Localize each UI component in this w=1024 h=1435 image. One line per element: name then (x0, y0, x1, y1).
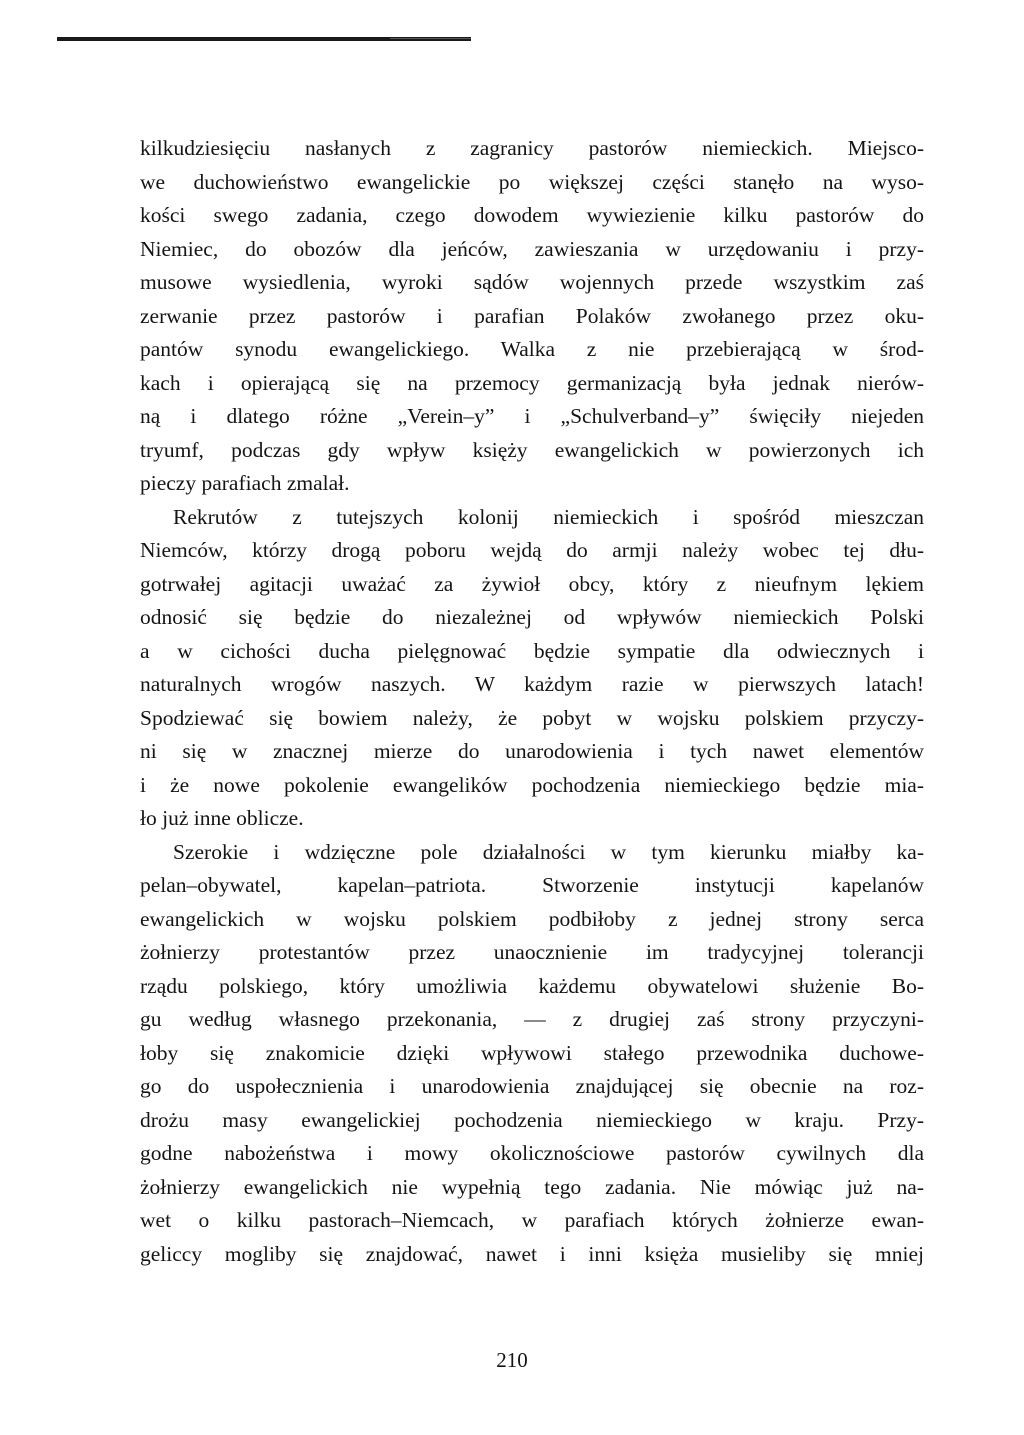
text-line: żołnierzy protestantów przez unaocznienie im tradycyjnej tolerancji (140, 940, 924, 964)
text-line: ną i dlatego różne „Verein–y” i „Schulverband–y” święciły niejeden (140, 404, 924, 428)
paragraph-1 (140, 132, 924, 501)
text-line: łoby się znakomicie dzięki wpływowi stałego przewodnika duchowe- (140, 1040, 924, 1065)
body-text (140, 132, 924, 1271)
text-line: gotrwałej agitacji uważać za żywioł obcy, który z nieufnym lękiem (140, 571, 924, 596)
text-line: kach i opierającą się na przemocy germanizacją była jednak nierów- (140, 370, 924, 395)
text-line: Spodziewać się bowiem należy, że pobyt w wojsku polskiem przyczy- (140, 705, 924, 730)
paragraph-3 (140, 836, 924, 1272)
text-line: godne nabożeństwa i mowy okolicznościowe pastorów cywilnych dla (140, 1141, 924, 1165)
text-line: rządu polskiego, który umożliwia każdemu obywatelowi służenie Bo- (140, 973, 924, 998)
text-line: i że nowe pokolenie ewangelików pochodzenia niemieckiego będzie mia- (140, 772, 924, 797)
text-line: ewangelickich w wojsku polskiem podbiłoby z jednej strony serca (140, 906, 924, 931)
text-line: a w cichości ducha pielęgnować będzie sympatie dla odwiecznych i (140, 638, 924, 663)
text-line: Niemiec, do obozów dla jeńców, zawieszania w urzędowaniu i przy- (140, 236, 924, 261)
text-line: drożu masy ewangelickiej pochodzenia niemieckiego w kraju. Przy- (140, 1107, 924, 1132)
text-line: kilkudziesięciu nasłanych z zagranicy pastorów niemieckich. Miejsco- (140, 136, 924, 160)
text-line: żołnierzy ewangelickich nie wypełnią tego zadania. Nie mówiąc już na- (140, 1174, 924, 1199)
text-line: geliccy mogliby się znajdować, nawet i inni księża musieliby się mniej (140, 1241, 924, 1266)
page-number: 210 (496, 1348, 528, 1372)
text-line: go do uspołecznienia i unarodowienia znajdującej się obecnie na roz- (140, 1074, 924, 1098)
text-line: naturalnych wrogów naszych. W każdym razie w pierwszych latach! (140, 672, 924, 696)
text-line: pelan–obywatel, kapelan–patriota. Stworzenie instytucji kapelanów (140, 873, 924, 897)
text-line: Rekrutów z tutejszych kolonij niemieckich i spośród mieszczan (173, 504, 924, 529)
text-line: zerwanie przez pastorów i parafian Polaków zwołanego przez oku- (140, 303, 924, 328)
top-rule-shadow (390, 38, 471, 39)
text-line: gu według własnego przekonania, — z drugiej zaś strony przyczyni- (140, 1007, 924, 1031)
text-line: pieczy parafiach zmalał. (140, 471, 350, 495)
text-line: kości swego zadania, czego dowodem wywiezienie kilku pastorów do (140, 203, 924, 227)
text-line: ło już inne oblicze. (140, 806, 304, 830)
text-line: we duchowieństwo ewangelickie po większej części stanęło na wyso- (140, 169, 924, 194)
text-line: Niemców, którzy drogą poboru wejdą do armji należy wobec tej dłu- (140, 538, 924, 562)
text-line: musowe wysiedlenia, wyroki sądów wojennych przede wszystkim zaś (140, 270, 924, 294)
paragraph-2 (140, 501, 924, 836)
text-line: odnosić się będzie do niezależnej od wpływów niemieckich Polski (140, 605, 924, 629)
text-line: tryumf, podczas gdy wpływ księży ewangelickich w powierzonych ich (140, 437, 924, 462)
text-line: ni się w znacznej mierze do unarodowienia i tych nawet elementów (140, 739, 924, 763)
text-line: pantów synodu ewangelickiego. Walka z nie przebierającą w środ- (140, 337, 924, 361)
text-line: Szerokie i wdzięczne pole działalności w tym kierunku miałby ka- (173, 839, 924, 864)
text-line: wet o kilku pastorach–Niemcach, w parafiach których żołnierze ewan- (140, 1208, 924, 1232)
